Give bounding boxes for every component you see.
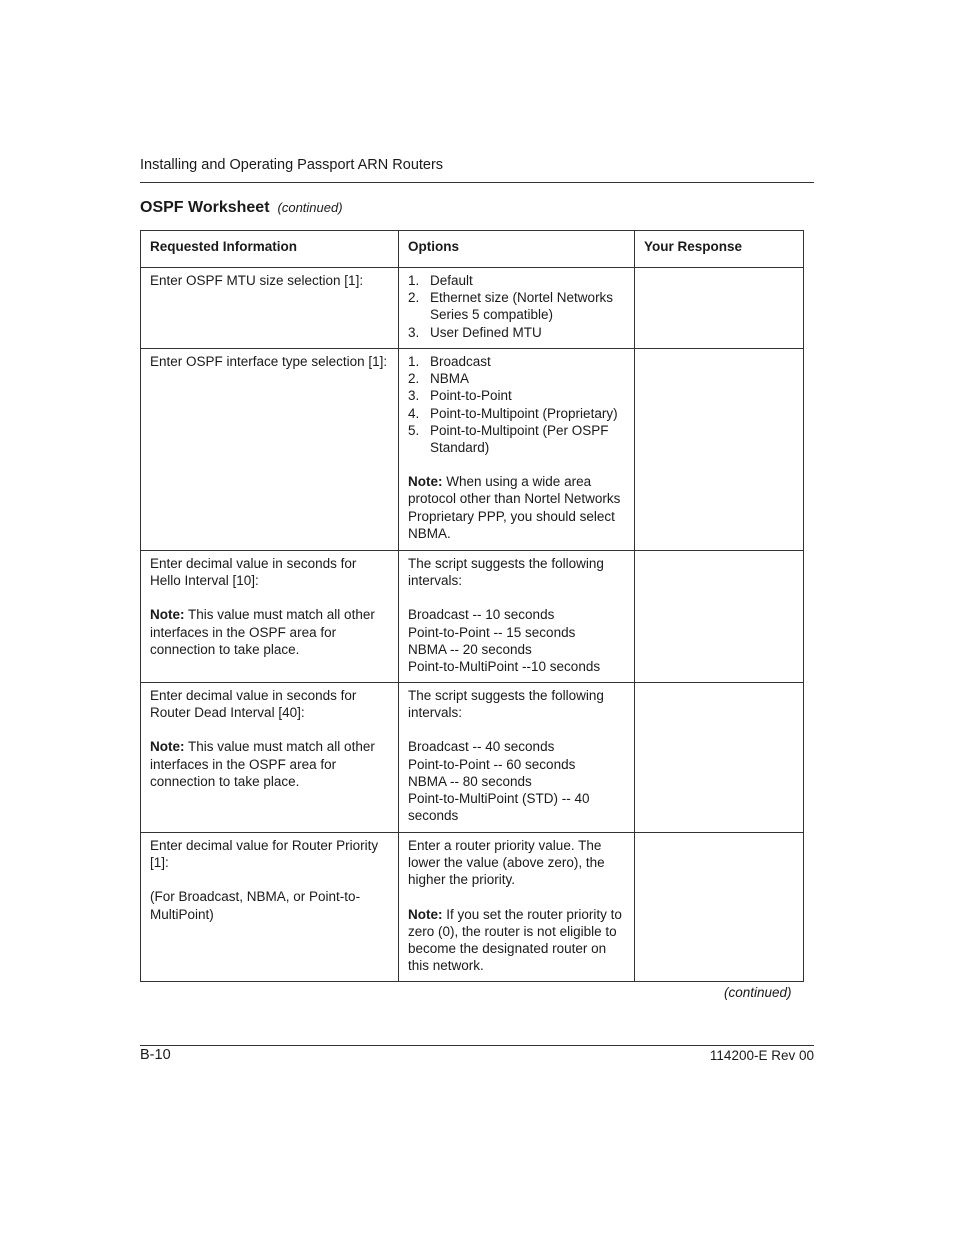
options-intro: The script suggests the following intervals: — [408, 556, 604, 589]
list-item — [408, 289, 626, 323]
list-item — [408, 370, 626, 387]
interval-line: NBMA -- 20 seconds — [408, 641, 532, 657]
table-row — [141, 833, 804, 982]
info-text: Enter decimal value for Router Priority [1]: — [150, 838, 379, 871]
note-label: Note: — [408, 906, 443, 922]
requested-info-cell — [141, 833, 399, 982]
section-continued: (continued) — [277, 200, 343, 215]
item-number: 2. — [408, 371, 420, 387]
options-cell — [399, 268, 635, 349]
item-text: Broadcast — [430, 354, 491, 369]
item-number: 5. — [408, 422, 420, 438]
list-item — [408, 405, 626, 422]
list-item — [408, 422, 626, 456]
table-row — [141, 268, 804, 349]
response-cell[interactable] — [635, 683, 804, 833]
note-text: This value must match all other interfaces in the OSPF area for connection to take place. — [150, 739, 375, 789]
options-intro: Enter a router priority value. The lower the value (above zero), the higher the priority. — [408, 838, 605, 888]
table-row — [141, 349, 804, 551]
item-text: User Defined MTU — [430, 324, 542, 340]
note-text: If you set the router priority to zero (0), the router is not eligible to become the designated router on this network. — [408, 906, 622, 974]
interval-line: Point-to-MultiPoint --10 seconds — [408, 659, 601, 675]
note-text: When using a wide area protocol other than Nortel Networks Proprietary PPP, you should select NBMA. — [408, 474, 621, 541]
item-text: Ethernet size (Nortel Networks Series 5 compatible) — [430, 290, 614, 323]
item-text: Point-to-Multipoint (Per OSPF Standard) — [430, 422, 609, 456]
note-text: This value must match all other interfaces in the OSPF area for connection to take place. — [150, 607, 375, 657]
list-item — [408, 324, 626, 341]
running-header: Installing and Operating Passport ARN Routers — [140, 157, 444, 173]
item-number: 1. — [408, 354, 420, 369]
table-row — [141, 551, 804, 683]
requested-info-cell — [141, 268, 399, 349]
info-text: Enter decimal value in seconds for Hello Interval [10]: — [150, 556, 357, 589]
ospf-worksheet-table — [140, 230, 804, 982]
interval-line: Broadcast -- 40 seconds — [408, 739, 555, 755]
item-text: Default — [430, 273, 473, 288]
info-text: Enter OSPF interface type selection [1]: — [150, 354, 388, 369]
response-cell[interactable] — [635, 833, 804, 982]
response-cell[interactable] — [635, 551, 804, 683]
list-item — [408, 387, 626, 404]
options-cell — [399, 349, 635, 551]
response-cell[interactable] — [635, 349, 804, 551]
item-number: 2. — [408, 290, 420, 306]
column-header: Requested Information — [141, 231, 399, 268]
options-list — [408, 353, 626, 456]
interval-line: Point-to-MultiPoint (STD) -- 40 seconds — [408, 791, 590, 824]
item-text: NBMA — [430, 371, 470, 387]
options-intro: The script suggests the following intervals: — [408, 688, 604, 721]
list-item — [408, 272, 626, 289]
info-text: Enter OSPF MTU size selection [1]: — [150, 273, 364, 288]
requested-info-cell — [141, 683, 399, 833]
document-number: 114200-E Rev 00 — [709, 1048, 814, 1063]
header-rule — [140, 182, 814, 183]
item-number: 4. — [408, 405, 420, 421]
table-header-row — [141, 231, 804, 268]
interval-line: Point-to-Point -- 60 seconds — [408, 756, 576, 772]
options-cell — [399, 683, 635, 833]
section-title-text: OSPF Worksheet — [140, 199, 270, 216]
item-number: 3. — [408, 324, 420, 340]
continued-note: (continued) — [724, 985, 792, 1000]
interval-line: Point-to-Point -- 15 seconds — [408, 624, 576, 640]
info-text: (For Broadcast, NBMA, or Point-to-MultiPoint) — [150, 889, 361, 922]
note-paragraph — [408, 906, 626, 975]
section-title — [140, 199, 343, 217]
column-header: Your Response — [635, 231, 804, 268]
footer-rule — [140, 1045, 814, 1046]
item-number: 3. — [408, 388, 420, 404]
interval-line: Broadcast -- 10 seconds — [408, 607, 555, 623]
requested-info-cell — [141, 349, 399, 551]
note-paragraph — [150, 606, 390, 658]
list-item — [408, 353, 626, 370]
page-number: B-10 — [140, 1047, 171, 1063]
note-label: Note: — [408, 474, 443, 490]
note-label: Note: — [150, 607, 185, 623]
options-list — [408, 272, 626, 341]
note-label: Note: — [150, 739, 185, 755]
column-header: Options — [399, 231, 635, 268]
table-row — [141, 683, 804, 833]
requested-info-cell — [141, 551, 399, 683]
interval-line: NBMA -- 80 seconds — [408, 773, 532, 789]
info-text: Enter decimal value in seconds for Router Dead Interval [40]: — [150, 688, 357, 721]
item-number: 1. — [408, 273, 420, 288]
options-cell — [399, 551, 635, 683]
item-text: Point-to-Point — [430, 388, 512, 404]
options-cell — [399, 833, 635, 982]
note-paragraph — [408, 473, 626, 542]
item-text: Point-to-Multipoint (Proprietary) — [430, 405, 618, 421]
response-cell[interactable] — [635, 268, 804, 349]
note-paragraph — [150, 738, 390, 790]
